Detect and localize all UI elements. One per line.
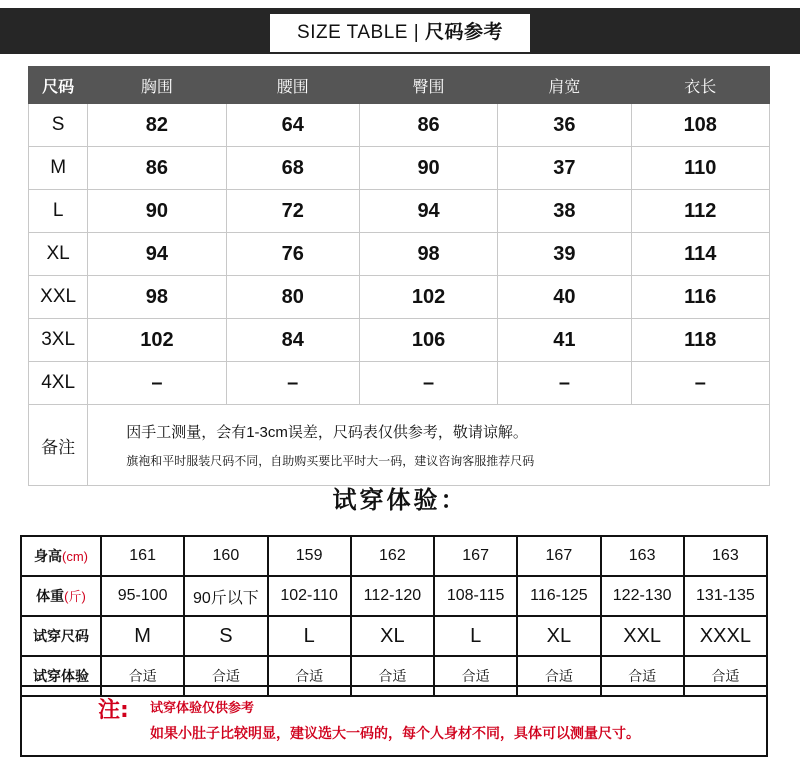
size-cell: 4XL bbox=[29, 362, 88, 405]
value-cell: 108 bbox=[631, 104, 770, 147]
size-cell: XL bbox=[29, 233, 88, 276]
trial-fit-cell: 合适 bbox=[434, 656, 517, 696]
trial-size-row bbox=[21, 616, 767, 656]
trial-fit-cell: 合适 bbox=[351, 656, 434, 696]
note-mark: 注: bbox=[98, 698, 129, 723]
value-cell: – bbox=[498, 362, 631, 405]
value-cell: 114 bbox=[631, 233, 770, 276]
height-cell: 163 bbox=[601, 536, 684, 576]
weight-label-text: 体重 bbox=[36, 588, 65, 604]
value-cell: 94 bbox=[359, 190, 497, 233]
trial-size-cell: XXL bbox=[601, 616, 684, 656]
value-cell: 90 bbox=[359, 147, 497, 190]
trial-size-cell: L bbox=[268, 616, 351, 656]
value-cell: 80 bbox=[226, 276, 359, 319]
weight-cell: 116-125 bbox=[517, 576, 600, 616]
value-cell: 64 bbox=[226, 104, 359, 147]
weight-unit: (斤) bbox=[64, 589, 86, 604]
title-en: SIZE TABLE bbox=[297, 22, 408, 43]
trial-size-cell: XL bbox=[351, 616, 434, 656]
col-header-hip: 臀围 bbox=[359, 67, 497, 104]
height-cell: 167 bbox=[517, 536, 600, 576]
weight-cell: 102-110 bbox=[268, 576, 351, 616]
col-header-shoulder: 肩宽 bbox=[498, 67, 631, 104]
height-cell: 161 bbox=[101, 536, 184, 576]
trial-fit-label: 试穿体验 bbox=[21, 656, 101, 696]
size-cell: L bbox=[29, 190, 88, 233]
value-cell: – bbox=[631, 362, 770, 405]
height-unit: (cm) bbox=[62, 549, 88, 564]
trial-size-label: 试穿尺码 bbox=[21, 616, 101, 656]
note-box-line-1: 试穿体验仅供参考 bbox=[150, 701, 255, 716]
trial-size-cell: XL bbox=[517, 616, 600, 656]
value-cell: 118 bbox=[631, 319, 770, 362]
trial-fit-cell: 合适 bbox=[684, 656, 767, 696]
value-cell: – bbox=[226, 362, 359, 405]
trial-fit-cell: 合适 bbox=[517, 656, 600, 696]
height-label bbox=[21, 536, 101, 576]
table-row bbox=[29, 233, 770, 276]
table-row bbox=[29, 276, 770, 319]
height-row bbox=[21, 536, 767, 576]
value-cell: 90 bbox=[88, 190, 226, 233]
weight-label bbox=[21, 576, 101, 616]
note-line-1: 因手工测量，会有1-3cm误差，尺码表仅供参考，敬请谅解。 bbox=[126, 424, 528, 441]
height-cell: 167 bbox=[434, 536, 517, 576]
weight-cell: 112-120 bbox=[351, 576, 434, 616]
height-cell: 162 bbox=[351, 536, 434, 576]
note-label: 备注 bbox=[29, 405, 88, 486]
value-cell: 98 bbox=[88, 276, 226, 319]
value-cell: 102 bbox=[359, 276, 497, 319]
value-cell: 110 bbox=[631, 147, 770, 190]
table-row bbox=[29, 147, 770, 190]
size-table-header-row bbox=[29, 67, 770, 104]
header-banner bbox=[0, 0, 800, 62]
note-box-line-2: 如果小肚子比较明显，建议选大一码的，每个人身材不同，具体可以测量尺寸。 bbox=[150, 726, 640, 742]
value-cell: 112 bbox=[631, 190, 770, 233]
col-header-waist: 腰围 bbox=[226, 67, 359, 104]
value-cell: 37 bbox=[498, 147, 631, 190]
trial-size-cell: M bbox=[101, 616, 184, 656]
weight-cell: 108-115 bbox=[434, 576, 517, 616]
col-header-chest: 胸围 bbox=[88, 67, 226, 104]
value-cell: 76 bbox=[226, 233, 359, 276]
trial-fit-cell: 合适 bbox=[268, 656, 351, 696]
height-cell: 163 bbox=[684, 536, 767, 576]
weight-cell: 90斤以下 bbox=[184, 576, 267, 616]
size-cell: 3XL bbox=[29, 319, 88, 362]
trial-fit-cell: 合适 bbox=[601, 656, 684, 696]
value-cell: – bbox=[359, 362, 497, 405]
page-title bbox=[270, 14, 530, 52]
table-row bbox=[29, 319, 770, 362]
value-cell: 84 bbox=[226, 319, 359, 362]
trial-fit-cell: 合适 bbox=[101, 656, 184, 696]
trial-size-cell: XXXL bbox=[684, 616, 767, 656]
size-table bbox=[28, 66, 770, 486]
note-line-2: 旗袍和平时服装尺码不同，自助购买要比平时大一码，建议咨询客服推荐尺码 bbox=[126, 454, 535, 468]
value-cell: 72 bbox=[226, 190, 359, 233]
size-cell: XXL bbox=[29, 276, 88, 319]
col-header-length: 衣长 bbox=[631, 67, 770, 104]
table-row bbox=[29, 104, 770, 147]
value-cell: 98 bbox=[359, 233, 497, 276]
size-cell: S bbox=[29, 104, 88, 147]
weight-cell: 95-100 bbox=[101, 576, 184, 616]
title-separator: | bbox=[413, 22, 420, 43]
note-row bbox=[29, 405, 770, 486]
value-cell: 38 bbox=[498, 190, 631, 233]
height-label-text: 身高 bbox=[34, 548, 62, 564]
value-cell: 102 bbox=[88, 319, 226, 362]
weight-cell: 131-135 bbox=[684, 576, 767, 616]
trial-size-cell: S bbox=[184, 616, 267, 656]
value-cell: 39 bbox=[498, 233, 631, 276]
value-cell: 68 bbox=[226, 147, 359, 190]
value-cell: 82 bbox=[88, 104, 226, 147]
table-row bbox=[29, 362, 770, 405]
value-cell: 40 bbox=[498, 276, 631, 319]
title-zh: 尺码参考 bbox=[424, 22, 503, 43]
value-cell: 106 bbox=[359, 319, 497, 362]
value-cell: 86 bbox=[359, 104, 497, 147]
col-header-size: 尺码 bbox=[29, 67, 88, 104]
value-cell: 36 bbox=[498, 104, 631, 147]
weight-row bbox=[21, 576, 767, 616]
trial-fit-cell: 合适 bbox=[184, 656, 267, 696]
size-cell: M bbox=[29, 147, 88, 190]
height-cell: 160 bbox=[184, 536, 267, 576]
value-cell: 94 bbox=[88, 233, 226, 276]
height-cell: 159 bbox=[268, 536, 351, 576]
trial-table bbox=[20, 535, 768, 697]
trial-section-title: 试穿体验： bbox=[332, 485, 468, 514]
weight-cell: 122-130 bbox=[601, 576, 684, 616]
value-cell: 116 bbox=[631, 276, 770, 319]
trial-note-box bbox=[20, 685, 768, 757]
table-row bbox=[29, 190, 770, 233]
trial-size-cell: L bbox=[434, 616, 517, 656]
value-cell: – bbox=[88, 362, 226, 405]
note-content bbox=[88, 405, 770, 486]
value-cell: 41 bbox=[498, 319, 631, 362]
value-cell: 86 bbox=[88, 147, 226, 190]
